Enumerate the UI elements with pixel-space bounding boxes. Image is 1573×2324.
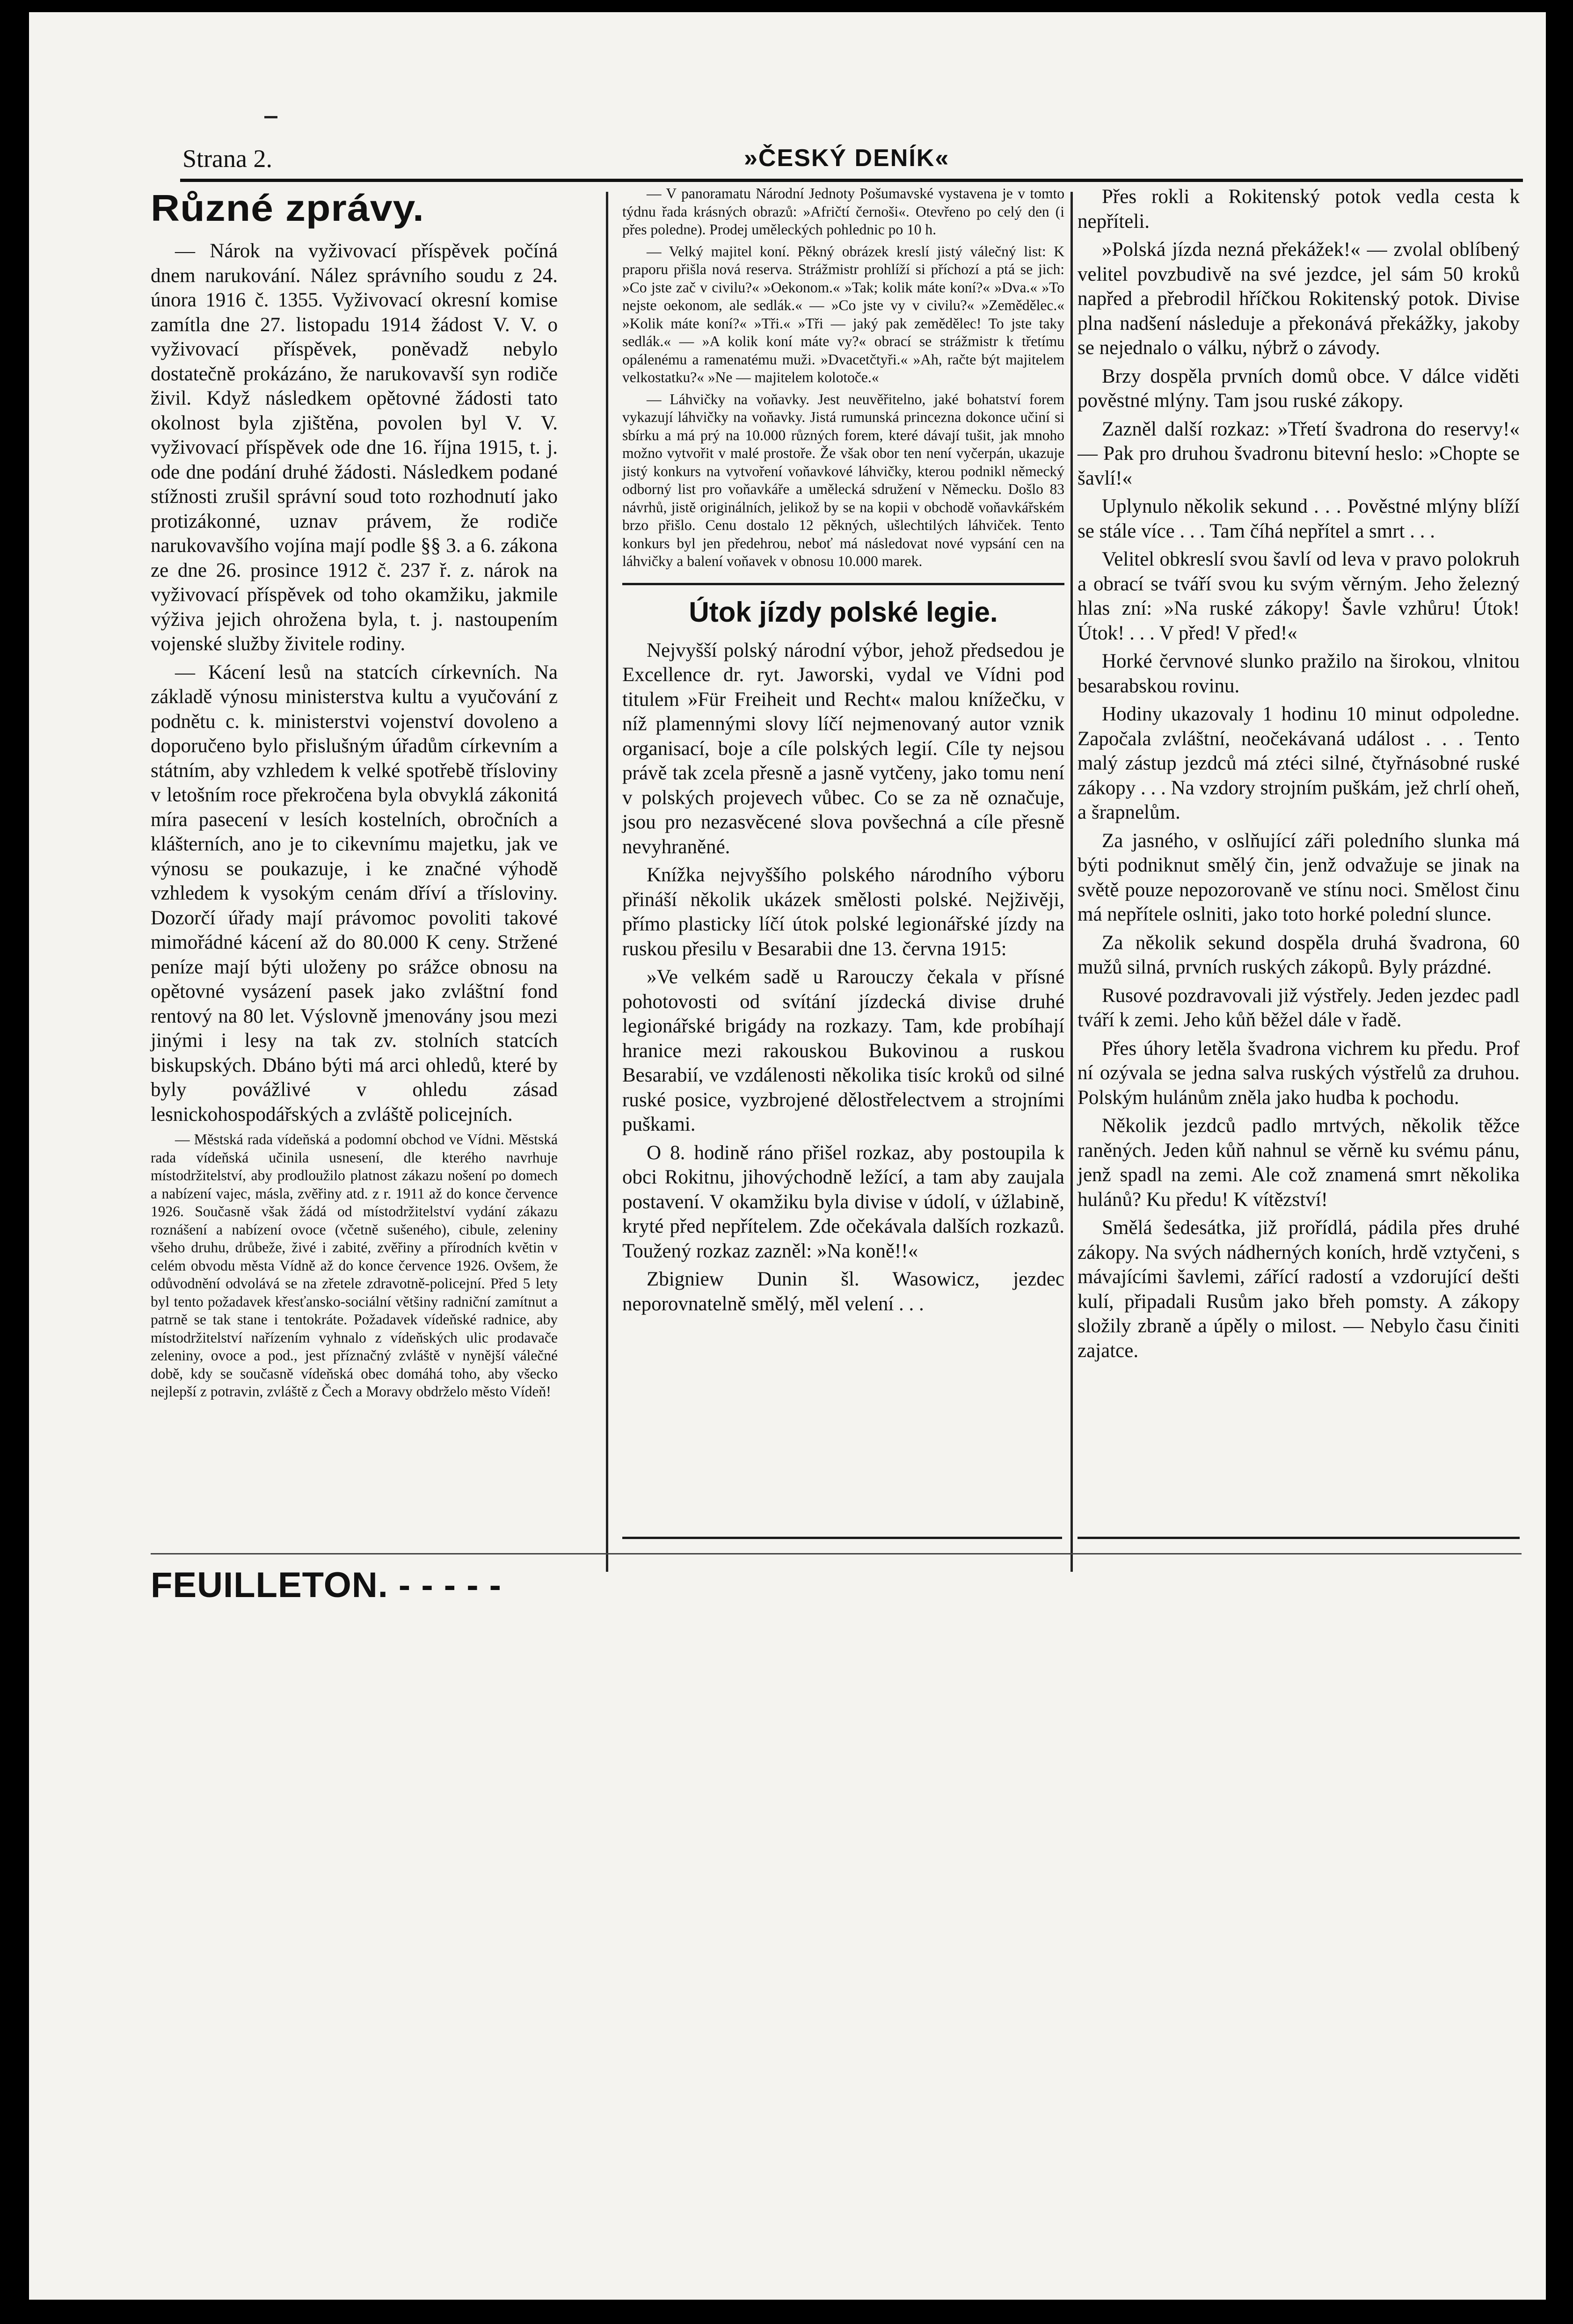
news-item-lahvicky: — Láhvičky na voňavky. Jest neuvěřitelno, jaké bohatství forem vykazují láhvičky na voňavky. Jistá rumunská princezna dokonce učiní si sbírku a má prý na 10.000 různých forem, které dávají tušit, jak mnoho možno vytvořit v malé prostoře. Že však obor ten není vyčerpán, ukazuje jistý konkurs na vytvoření voňavkové láhvičky, kterou podnikl německý odborný list pro voňavkáře a umělecká sdružení v Německu. Došlo 83 návrhů, jistě originálních, jelikož by se na kopii v obchodě voňavkářském brzo přišlo. Cenu dostalo 12 pěkných, ušlechtilých láhviček. Tento konkurs byl jen předehrou, neboť má následovat nové vypsání cen na láhvičky a balení voňavek v obnosu 10.000 marek. xyxy=(622,391,1064,569)
article-paragraph: Uplynulo několik sekund . . . Pověstné mlýny blíží se stále více . . . Tam číhá nepřítel a smrt . . . xyxy=(1078,495,1520,542)
column-1 xyxy=(151,185,558,1405)
article-title-utok-jizdy: Útok jízdy polské legie. xyxy=(689,596,998,628)
page-number: Strana 2. xyxy=(182,145,272,173)
column-rule-2 xyxy=(1071,192,1073,1572)
column-3 xyxy=(1078,185,1520,1367)
article-paragraph: O 8. hodině ráno přišel rozkaz, aby postoupila k obci Rokitnu, jihovýchodně ležící, a tam aby zaujala postavení. V okamžiku byla divise v údolí, v úžlabině, kryté před nepřítelem. Zde očekávala dalších rozkazů. Toužený rozkaz zazněl: »Na koně!!« xyxy=(622,1141,1064,1262)
news-item-velky-majitel-koni: — Velký majitel koní. Pěkný obrázek kreslí jistý válečný list: K praporu přišla nová reserva. Strážmistr prohlíží si příchozí a ptá se jich: »Co jste zač v civilu?« »Oekonom.« »Tak; kolik máte koní?« »Dva.« »To nejste oekonom, ale sedlák.« — »Co jste vy v civilu?« »Zemědělec.« »Kolik máte koní?« »Tři.« »Tři — jaký pak zemědělec! To jste taky sedlák.« — »A kolik koní máte vy?« obrací se strážmistr k třetímu opálenému a ramenatému muži. »Dvacetčtyři.« »Ah, račte být majitelem velkostatku?« »Ne — majitelem kolotoče.« xyxy=(622,243,1064,385)
news-item-mestska-rada: — Městská rada vídeňská a podomní obchod ve Vídni. Městská rada vídeňská učinila usnesení, dle kterého navrhuje místodržitelství, aby prodloužilo platnost zákazu nošení po domech a nabízení vajec, másla, zvěřiny atd. z r. 1911 až do konce července 1926. Současně však žádá od místodržitelství vydání zákazu roznášení a nabízení ovoce (včetně sušeného), cibule, zeleniny všeho druhu, drůbeže, živé i zabité, zvěřiny a přírodních květin v celém obvodu města Vídně až do konce července 1926. Ovšem, že odůvodnění odvolává se na zřetele zdravotně-policejní. Před 5 lety byl tento požadavek křesťansko-sociální většiny radniční zamítnut a patrně se tak stane i tentokráte. Požadavek vídeňské radnice, aby místodržitelství nařízením vyhnalo z vídeňských ulic prodavače zeleniny, ovoce a pod., jest příznačný zvláště v nynější válečné době, kdy se současně vídeňská obec domáhá toho, aby všecko nejlepší z potravin, zvláště z Čech a Moravy obdrželo město Vídeň! xyxy=(151,1131,558,1400)
article-paragraph: Přes úhory letěla švadrona vichrem ku předu. Prof ní ozývala se jedna salva ruských výstřelů za druhou. Polským hulánům zněla jako hudba k pochodu. xyxy=(1078,1037,1520,1109)
article-paragraph: »Ve velkém sadě u Rarouczy čekala v přísné pohotovosti od svítání jízdecká divise druhé legionářské brigády na rozkazy. Tam, kde probíhají hranice mezi rakouskou Bukovinou a ruskou Besarabií, ve vzdálenosti několika tisíc kroků od silné ruské posice, vyzbrojené dělostřelectvem a strojními puškami. xyxy=(622,966,1064,1135)
article-paragraph: Za jasného, v oslňující záři poledního slunka má býti podniknut smělý čin, jenž odvažuje se jinak na světě pouze nepozorovaně ve stínu noci. Smělost činu má nepřítele oslniti, jako toto horké polední slunce. xyxy=(1078,829,1520,925)
article-paragraph: Zazněl další rozkaz: »Třetí švadrona do reservy!« — Pak pro druhou švadronu bitevní heslo: »Chopte se šavlí!« xyxy=(1078,418,1520,489)
top-dash-mark xyxy=(264,116,277,118)
article-paragraph: Přes rokli a Rokitenský potok vedla cesta k nepříteli. xyxy=(1078,186,1520,232)
news-item-kaceni-lesu: — Kácení lesů na statcích církevních. Na základě výnosu ministerstva kultu a vyučování z podnětu c. k. ministerstvi vojenství dovoleno a doporučeno bylo přislušným úřadům církevním a státním, aby vzhledem k velké spotřebě třísloviny v letošním roce překročena byla obvyklá zákonitá míra pasecení v lesích kostelních, obročních a klášterních, ano je to cikevnímu majetku, jak ve výnosu se poukazuje, i ke značné výhodě vzhledem k vysokým cenám dříví a třísloviny. Dozorčí úřady mají právomoc povoliti takové mimořádné kácení až do 80.000 K ceny. Stržené peníze mají býti uloženy po srážce obnosu na opětovné vysázení pasek jako zvláštní fond rentový na 80 let. Výslovně jmenovány jsou mezi jinými i lesy na tak zv. stolních statcích biskupských. Dbáno býti má arci ohledů, které by byly povážlivé v ohledu zásad lesnickohospodářských a zvláště policejních. xyxy=(151,661,558,1126)
article-paragraph: »Polská jízda nezná překážek!« — zvolal oblíbený velitel povzbudivě na své jezdce, jel sám 50 kroků napřed a přebrodil hříčkou Rokitenský potok. Divise plna nadšení následuje a překonává překážky, jakoby se nejednalo o válku, nýbrž o závody. xyxy=(1078,239,1520,359)
masthead-title: »ČESKÝ DENÍK« xyxy=(744,145,950,172)
column-3-bottom-rule xyxy=(1078,1537,1520,1539)
section-title-ruzne-zpravy: Různé zprávy. xyxy=(151,187,424,229)
article-paragraph: Horké červnové slunko pražilo na širokou, vlnitou besarabskou rovinu. xyxy=(1078,650,1520,697)
article-paragraph: Rusové pozdravovali již výstřely. Jeden jezdec padl tváří k zemi. Jeho kůň běžel dále v řadě. xyxy=(1078,984,1520,1031)
column-rule-1 xyxy=(606,192,608,1572)
news-item-panorama: — V panoramatu Národní Jednoty Pošumavské vystavena je v tomto týdnu řada krásných obrazů: »Afričtí černoši«. Otevřeno po celý den (i přes poledne). Prodej uměleckých pohlednic po 10 h. xyxy=(622,185,1064,238)
feuilleton-heading: FEUILLETON. - - - - - xyxy=(151,1565,502,1605)
article-separator xyxy=(622,583,1064,585)
article-paragraph: Několik jezdců padlo mrtvých, několik těžce raněných. Jeden kůň nahnul se věrně ku svému pánu, jenž spadl na zemi. Ale což znamená smrt několika hulánů? Ku předu! K vítězství! xyxy=(1078,1115,1520,1211)
news-item-vyzivovaci-prispevek: — Nárok na vyživovací příspěvek počíná dnem narukování. Nález správního soudu z 24. února 1916 č. 1355. Vyživovací okresní komise zamítla dne 27. listopadu 1914 žádost V. V. o vyživovací příspěvek, poněvadž nebylo dostatečně prokázáno, že narukovavší syn rodiče živil. Když následkem opětovné žádosti tato okolnost byla zjištěna, povolen byl V. V. vyživovací příspěvek ode dne 16. října 1915, t. j. ode dne podání druhé žádosti. Následkem podané stížnosti zrušil správní soud toto rozhodnutí jako protizákonné, uznav právem, že rodiče narukovavšího vojína mají podle §§ 3. a 6. zákona ze dne 26. prosince 1912 č. 237 ř. z. nárok na vyživovací příspěvek od toho okamžiku, jakmile výživa jejich ohrožena byla, t. j. nastoupením vojenské služby živitele rodiny. xyxy=(151,240,558,655)
article-paragraph: Brzy dospěla prvních domů obce. V dálce viděti pověstné mlýny. Tam jsou ruské zákopy. xyxy=(1078,365,1520,412)
article-paragraph: Hodiny ukazovaly 1 hodinu 10 minut odpoledne. Započala zvláštní, neočekávaná událost . . . Tento malý zástup jezdců má ztéci silné, čtyřnásobné ruské zákopy . . . Na vzdory strojním puškám, jež chrlí oheň, a šrapnelům. xyxy=(1078,703,1520,823)
article-paragraph: Nejvyšší polský národní výbor, jehož předsedou je Excellence dr. ryt. Jaworski, vydal ve Vídni pod titulem »Für Freiheit und Recht« malou knížečku, v níž plamennými slovy líčí nejmenovaný autor vznik organisací, boje a cíle polských legií. Cíle ty nejsou právě tak zcela přesně a jasně vytčeny, jako tomu není v polských projevech vůbec. Co se za ně označuje, jsou pro nezasvěcené slova povšechná a cíle přesně nevyhraněné. xyxy=(622,639,1064,858)
article-paragraph: Za několik sekund dospěla druhá švadrona, 60 mužů silná, prvních ruských zákopů. Byly prázdné. xyxy=(1078,931,1520,978)
running-header xyxy=(182,140,1530,178)
header-rule xyxy=(180,179,1523,182)
bottom-thin-rule xyxy=(151,1553,1522,1554)
column-2 xyxy=(622,185,1064,1320)
column-2-bottom-rule xyxy=(622,1537,1062,1539)
article-paragraph: Knížka nejvyššího polského národního výboru přináší několik ukázek smělosti polské. Nejživěji, přímo plasticky líčí útok polské legionářské jízdy na ruskou přesilu v Besarabii dne 13. června 1915: xyxy=(622,864,1064,960)
article-paragraph: Smělá šedesátka, již prořídlá, pádila přes druhé zákopy. Na svých nádherných koních, hrdě vztyčeni, s mávajícími šavlemi, zářící radostí a vzdorující dešti kulí, připadali Rusům jako břeh pomsty. A zákopy složily zbraně a úpěly o milost. — Nebylo času činiti zajatce. xyxy=(1078,1217,1520,1362)
article-paragraph: Zbigniew Dunin šl. Wasowicz, jezdec neporovnatelně smělý, měl velení . . . xyxy=(622,1268,1064,1315)
article-paragraph: Velitel obkreslí svou šavlí od leva v pravo polokruh a obrací se tváří svou ku svým věrným. Jeho železný hlas zní: »Na ruské zákopy! Šavle vzhůru! Útok! Útok! . . . V před! V před!« xyxy=(1078,548,1520,644)
